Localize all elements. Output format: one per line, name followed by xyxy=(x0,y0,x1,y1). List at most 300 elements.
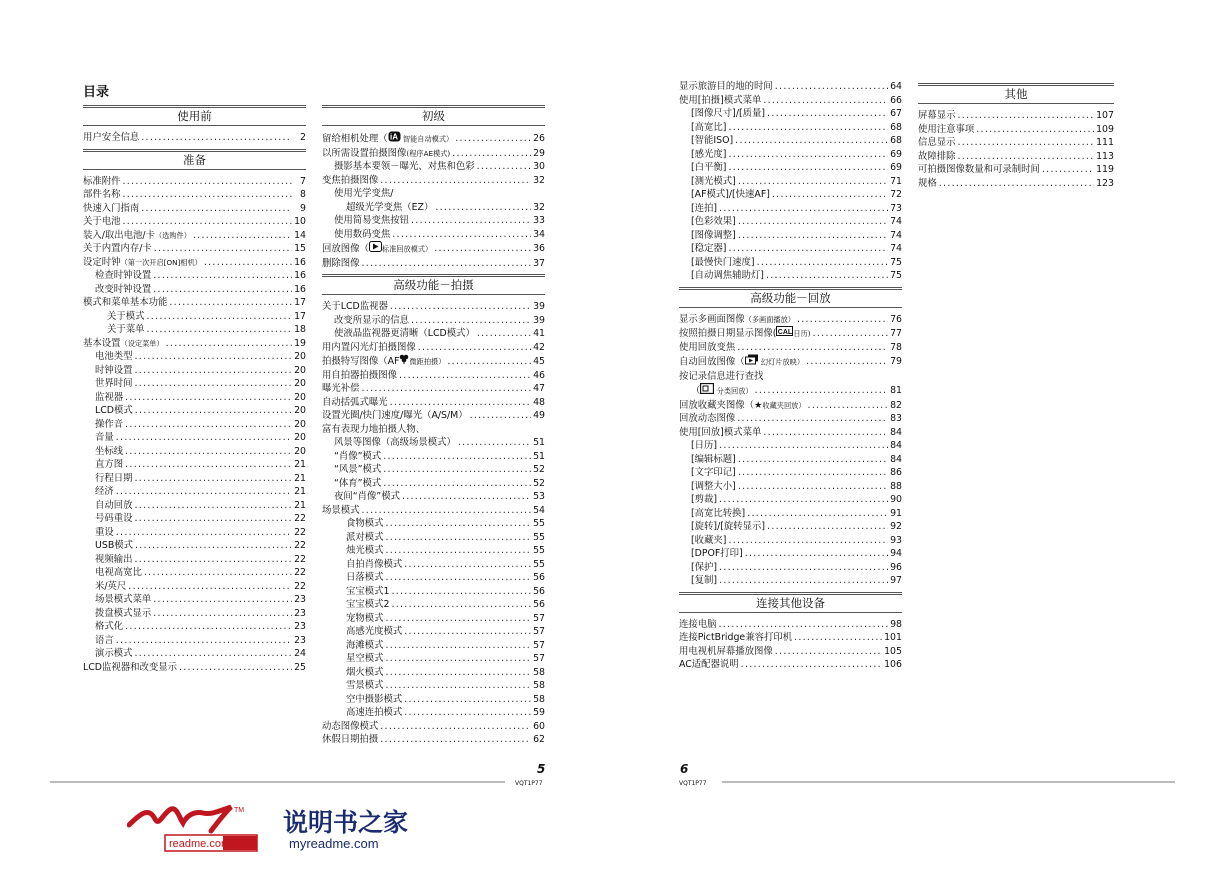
toc-entry-text: 米/英尺 xyxy=(95,580,127,592)
toc-entry[interactable] xyxy=(679,412,902,426)
toc-entry-label xyxy=(691,574,717,588)
toc-entry[interactable] xyxy=(83,593,306,607)
toc-entry[interactable] xyxy=(322,382,545,396)
leader-dots xyxy=(797,313,888,327)
toc-entry[interactable] xyxy=(322,612,545,626)
toc-entry-text: 改变时钟设置 xyxy=(95,283,152,295)
toc-entry-label xyxy=(322,504,360,518)
toc-entry-label xyxy=(691,480,736,494)
toc-entry[interactable] xyxy=(679,94,902,108)
toc-entry[interactable] xyxy=(679,313,902,327)
toc-entry-text: 风景等图像（高级场景模式） xyxy=(334,437,456,448)
toc-entry[interactable] xyxy=(322,517,545,531)
toc-entry[interactable] xyxy=(83,202,306,216)
toc-entry-text: “体育”模式 xyxy=(334,477,382,489)
toc-entry[interactable] xyxy=(83,499,306,513)
toc-entry[interactable] xyxy=(83,526,306,540)
leader-dots xyxy=(738,466,888,480)
toc-entry[interactable] xyxy=(322,341,545,355)
toc-entry[interactable] xyxy=(322,241,545,257)
leader-dots xyxy=(728,121,888,135)
leader-dots xyxy=(813,327,888,341)
watermark-url: myreadme.com xyxy=(289,836,379,851)
toc-entry[interactable] xyxy=(322,327,545,341)
toc-entry-label xyxy=(346,558,402,572)
toc-entry-note: (程序AE模式) xyxy=(406,148,451,158)
toc-entry[interactable] xyxy=(83,323,306,337)
toc-entry-text: LCD模式 xyxy=(95,405,133,416)
toc-entry[interactable] xyxy=(322,639,545,653)
toc-entry-text: [自动调焦辅助灯] xyxy=(691,270,764,281)
toc-entry[interactable] xyxy=(83,350,306,364)
leader-dots xyxy=(411,214,531,228)
toc-entry-label xyxy=(679,370,763,384)
toc-entry[interactable] xyxy=(679,658,902,672)
toc-entry[interactable] xyxy=(83,269,306,283)
toc-entry[interactable] xyxy=(322,300,545,314)
toc-entry-label xyxy=(95,526,114,540)
toc-entry[interactable] xyxy=(322,625,545,639)
toc-entry-text: 连接电脑 xyxy=(679,618,717,630)
toc-entry[interactable] xyxy=(322,598,545,612)
toc-entry[interactable] xyxy=(679,121,902,135)
leader-dots xyxy=(392,228,531,242)
toc-entry-label xyxy=(95,607,151,621)
leader-dots xyxy=(380,733,531,747)
toc-entry-text: 号码重设 xyxy=(95,513,133,524)
toc-entry[interactable] xyxy=(322,174,545,188)
toc-entry[interactable] xyxy=(679,148,902,162)
toc-page-number: 16 xyxy=(294,283,306,295)
toc-entry[interactable] xyxy=(679,547,902,561)
toc-entry-label xyxy=(691,534,726,548)
toc-entry-text: 食物模式 xyxy=(346,518,384,529)
toc-entry-text: 摄影基本要领－曝光、对焦和色彩 xyxy=(334,161,475,172)
leader-dots xyxy=(123,188,292,202)
toc-entry-label xyxy=(83,188,121,202)
toc-page-number: 58 xyxy=(533,693,545,705)
toc-entry-label xyxy=(107,323,145,337)
toc-page-number: 20 xyxy=(294,378,306,389)
toc-entry[interactable] xyxy=(322,585,545,599)
toc-entry-label xyxy=(83,175,121,189)
toc-entry-label xyxy=(95,647,133,661)
toc-entry-text: 故障排除 xyxy=(918,150,956,162)
toc-entry[interactable] xyxy=(918,177,1114,191)
toc-entry[interactable] xyxy=(83,661,306,675)
leader-dots xyxy=(719,202,888,216)
section-header: 高级功能－回放 xyxy=(679,287,902,308)
toc-entry[interactable] xyxy=(679,399,902,413)
toc-entry-text: 场景模式菜单 xyxy=(95,594,152,605)
toc-entry[interactable] xyxy=(679,256,902,270)
toc-entry[interactable] xyxy=(679,326,902,341)
toc-entry-text: LCD监视器和改变显示 xyxy=(83,661,177,673)
toc-entry[interactable] xyxy=(83,175,306,189)
toc-entry-text: 自动回放图像（ xyxy=(679,356,745,368)
toc-entry[interactable] xyxy=(83,131,306,145)
toc-entry[interactable] xyxy=(83,242,306,256)
toc-entry[interactable] xyxy=(679,354,902,370)
toc-page-number: 24 xyxy=(294,648,306,659)
toc-entry[interactable] xyxy=(322,450,545,464)
toc-entry[interactable] xyxy=(918,163,1114,177)
toc-entry-label xyxy=(346,612,384,626)
toc-entry[interactable] xyxy=(83,566,306,580)
toc-page-number: 9 xyxy=(300,202,306,214)
leader-dots xyxy=(775,645,882,659)
toc-entry-label xyxy=(346,531,384,545)
page-code-right: VQT1P77 xyxy=(679,780,707,787)
leader-dots xyxy=(386,531,531,545)
toc-entry[interactable] xyxy=(322,436,545,450)
toc-entry[interactable] xyxy=(322,160,545,174)
toc-page-number: 78 xyxy=(890,341,902,353)
toc-entry[interactable] xyxy=(83,215,306,229)
toc-entry-text: 重设 xyxy=(95,526,114,538)
toc-entry[interactable] xyxy=(83,229,306,243)
toc-entry-text: 动态图像模式 xyxy=(322,720,379,732)
toc-entry[interactable] xyxy=(679,188,902,202)
toc-entry[interactable] xyxy=(679,229,902,243)
toc-entry[interactable] xyxy=(322,531,545,545)
toc-entry[interactable] xyxy=(83,634,306,648)
toc-entry-label xyxy=(691,466,736,480)
leader-dots xyxy=(116,526,292,540)
leader-dots xyxy=(735,134,888,148)
toc-entry[interactable] xyxy=(322,490,545,504)
toc-entry[interactable] xyxy=(83,431,306,445)
toc-entry[interactable] xyxy=(83,296,306,310)
toc-page-number: 123 xyxy=(1096,177,1114,189)
toc-entry-text: 关于模式 xyxy=(107,310,145,322)
toc-entry-text: 使用[回放]模式菜单 xyxy=(679,426,762,438)
toc-page-number: 22 xyxy=(294,580,306,592)
toc-entry-text: 派对模式 xyxy=(346,531,384,543)
toc-entry[interactable] xyxy=(322,314,545,328)
toc-entry[interactable] xyxy=(679,175,902,189)
toc-entry-label xyxy=(918,123,974,137)
page-number-left: 5 xyxy=(537,762,546,776)
toc-entry[interactable] xyxy=(679,645,902,659)
leader-dots xyxy=(135,553,292,567)
toc-entry-label xyxy=(691,175,736,189)
toc-column-4 xyxy=(918,79,1114,190)
toc-entry[interactable] xyxy=(83,472,306,486)
toc-entry[interactable] xyxy=(679,520,902,534)
leader-dots xyxy=(939,177,1094,191)
toc-entry-label xyxy=(95,391,123,405)
toc-page-number: 113 xyxy=(1096,150,1114,162)
toc-page-number: 20 xyxy=(294,445,306,457)
slideshow-icon xyxy=(745,354,759,370)
leader-dots xyxy=(738,453,888,467)
toc-entry-text: [测光模式] xyxy=(691,175,736,187)
toc-entry[interactable] xyxy=(679,383,902,399)
toc-page-number: 101 xyxy=(884,632,902,643)
leader-dots xyxy=(772,188,888,202)
toc-entry-text: 使用简易变焦按钮 xyxy=(334,215,410,226)
toc-entry[interactable] xyxy=(83,337,306,351)
toc-entry[interactable] xyxy=(83,445,306,459)
toc-entry[interactable] xyxy=(83,256,306,270)
leader-dots xyxy=(141,131,292,145)
badge-text: readme.com xyxy=(169,838,231,850)
toc-entry[interactable] xyxy=(679,439,902,453)
toc-entry[interactable] xyxy=(322,354,545,369)
toc-entry-text: 关于电池 xyxy=(83,216,121,227)
toc-entry[interactable] xyxy=(322,369,545,383)
toc-entry[interactable] xyxy=(83,458,306,472)
toc-entry[interactable] xyxy=(679,269,902,283)
toc-entry[interactable] xyxy=(83,404,306,418)
toc-page-number: 52 xyxy=(533,477,545,489)
toc-page-number: 68 xyxy=(890,121,902,133)
leader-dots xyxy=(116,431,292,445)
toc-entry[interactable] xyxy=(322,571,545,585)
toc-entry[interactable] xyxy=(679,202,902,216)
leader-dots xyxy=(135,377,292,391)
toc-entry-text: 空中摄影模式 xyxy=(346,693,403,705)
toc-entry[interactable] xyxy=(322,228,545,242)
toc-entry[interactable] xyxy=(83,283,306,297)
toc-entry-label xyxy=(334,463,381,477)
toc-entry-text: 宠物模式 xyxy=(346,612,384,624)
toc-entry-label xyxy=(83,661,177,675)
toc-entry[interactable] xyxy=(918,150,1114,164)
toc-entry[interactable] xyxy=(322,201,545,215)
toc-entry[interactable] xyxy=(322,147,545,161)
toc-entry[interactable] xyxy=(322,409,545,423)
toc-entry[interactable] xyxy=(83,620,306,634)
toc-entry[interactable] xyxy=(679,426,902,440)
toc-entry[interactable] xyxy=(322,477,545,491)
toc-entry-text: 宝宝模式2 xyxy=(346,599,390,610)
toc-page-number: 20 xyxy=(294,351,306,362)
toc-entry-text: “肖像”模式 xyxy=(334,450,382,462)
toc-entry-label xyxy=(691,202,717,216)
toc-entry[interactable] xyxy=(322,131,545,147)
toc-entry[interactable] xyxy=(322,257,545,271)
toc-entry[interactable] xyxy=(322,652,545,666)
toc-entry-text: 高感光度模式 xyxy=(346,626,403,637)
toc-page-number: 92 xyxy=(890,521,902,532)
toc-entry-note: （设定菜单） xyxy=(120,338,164,348)
toc-entry-text: 监视器 xyxy=(95,391,124,403)
toc-page-number: 39 xyxy=(533,314,545,326)
toc-entry-label xyxy=(334,327,475,341)
toc-entry-text: 屏幕显示 xyxy=(918,110,956,121)
toc-page-number: 84 xyxy=(890,440,902,451)
toc-entry-text: 超级光学变焦（EZ） xyxy=(346,201,434,213)
toc-entry-text: [收藏夹] xyxy=(691,534,727,546)
toc-page-number: 30 xyxy=(533,161,545,172)
toc-entry[interactable] xyxy=(679,631,902,645)
toc-entry[interactable] xyxy=(679,341,902,355)
toc-entry[interactable] xyxy=(679,466,902,480)
toc-entry[interactable] xyxy=(322,396,545,410)
toc-page-number: 94 xyxy=(890,548,902,559)
toc-entry[interactable] xyxy=(322,558,545,572)
toc-entry[interactable] xyxy=(83,607,306,621)
toc-entry[interactable] xyxy=(322,733,545,747)
toc-entry-label xyxy=(679,658,739,672)
leader-dots xyxy=(745,547,888,561)
toc-entry[interactable] xyxy=(322,693,545,707)
toc-entry-label xyxy=(334,214,409,228)
toc-page-number: 51 xyxy=(533,437,545,448)
leader-dots xyxy=(719,493,888,507)
toc-entry-text: 基本设置 xyxy=(83,337,121,349)
leader-dots xyxy=(147,323,292,337)
toc-entry[interactable] xyxy=(322,187,545,201)
toc-entry[interactable] xyxy=(918,136,1114,150)
toc-entry-text: 回放收藏夹图像（★ xyxy=(679,399,763,411)
toc-entry-label xyxy=(691,215,736,229)
toc-page-number: 57 xyxy=(533,639,545,651)
toc-entry-text: 曝光补偿 xyxy=(322,383,360,394)
toc-page-number: 57 xyxy=(533,653,545,664)
toc-entry[interactable] xyxy=(679,453,902,467)
toc-entry-text: [保护] xyxy=(691,561,718,573)
toc-entry[interactable] xyxy=(322,720,545,734)
toc-entry[interactable] xyxy=(679,574,902,588)
toc-entry-label xyxy=(918,136,956,150)
toc-entry[interactable] xyxy=(83,188,306,202)
toc-entry-label xyxy=(679,354,804,370)
toc-entry-label xyxy=(95,620,123,634)
toc-entry[interactable] xyxy=(322,706,545,720)
toc-page-number: 21 xyxy=(294,486,306,497)
toc-entry-label xyxy=(346,517,384,531)
toc-entry-label xyxy=(918,109,956,123)
toc-entry[interactable] xyxy=(322,463,545,477)
toc-page-number: 55 xyxy=(533,531,545,543)
toc-entry-text: 装入/取出电池/卡 xyxy=(83,229,155,241)
toc-entry[interactable] xyxy=(83,580,306,594)
toc-entry[interactable] xyxy=(679,507,902,521)
toc-entry[interactable] xyxy=(679,107,902,121)
toc-entry[interactable] xyxy=(322,214,545,228)
toc-entry-text: 电视高宽比 xyxy=(95,567,142,578)
toc-entry-label xyxy=(322,241,432,257)
toc-entry[interactable] xyxy=(918,123,1114,137)
toc-entry-label xyxy=(322,423,425,437)
toc-entry[interactable] xyxy=(83,418,306,432)
toc-entry[interactable] xyxy=(322,679,545,693)
toc-entry-label xyxy=(679,645,773,659)
toc-entry[interactable] xyxy=(83,553,306,567)
leader-dots xyxy=(135,539,292,553)
toc-entry-text: 拍摄特写图像（AF xyxy=(322,355,400,367)
toc-page-number: 75 xyxy=(890,270,902,281)
leader-dots xyxy=(737,412,888,426)
toc-page-number: 57 xyxy=(533,612,545,624)
toc-entry[interactable] xyxy=(679,493,902,507)
toc-page-number: 60 xyxy=(533,720,545,732)
toc-entry-label xyxy=(95,458,123,472)
leader-dots xyxy=(116,634,292,648)
toc-entry[interactable] xyxy=(83,391,306,405)
toc-entry[interactable] xyxy=(918,109,1114,123)
toc-page-number: 106 xyxy=(884,659,902,670)
leader-dots xyxy=(728,242,888,256)
toc-entry-label xyxy=(95,283,151,297)
toc-entry-text: 删除图像 xyxy=(322,257,360,269)
toc-entry[interactable] xyxy=(679,242,902,256)
toc-entry-text: 改变所显示的信息 xyxy=(334,314,410,326)
toc-entry[interactable] xyxy=(679,370,902,384)
toc-entry[interactable] xyxy=(679,534,902,548)
toc-entry[interactable] xyxy=(679,161,902,175)
toc-entry[interactable] xyxy=(322,666,545,680)
toc-entry[interactable] xyxy=(83,512,306,526)
toc-page-number: 56 xyxy=(533,585,545,597)
toc-entry-note: （第一次开启[ON]相机） xyxy=(120,257,202,267)
toc-entry[interactable] xyxy=(83,377,306,391)
toc-entry[interactable] xyxy=(83,539,306,553)
leader-dots xyxy=(386,639,531,653)
toc-entry-text: 回放动态图像 xyxy=(679,413,736,424)
toc-page-number: 58 xyxy=(533,666,545,678)
page-code-left: VQT1P77 xyxy=(515,780,543,787)
toc-entry-label xyxy=(679,631,792,645)
leader-dots xyxy=(738,229,888,243)
toc-page-number: 20 xyxy=(294,405,306,416)
toc-page-number: 52 xyxy=(533,464,545,475)
toc-entry-label xyxy=(95,499,133,513)
leader-dots xyxy=(404,693,531,707)
toc-page-number: 26 xyxy=(533,133,545,145)
toc-page-number: 77 xyxy=(890,327,902,339)
toc-column-2 xyxy=(322,101,545,747)
toc-entry-text: 检查时钟设置 xyxy=(95,270,152,281)
toc-entry-text: 行程日期 xyxy=(95,472,133,484)
toc-entry[interactable] xyxy=(679,561,902,575)
toc-entry-text: 信息显示 xyxy=(918,137,956,148)
leader-dots xyxy=(135,350,292,364)
toc-entry[interactable] xyxy=(83,647,306,661)
toc-entry[interactable] xyxy=(679,134,902,148)
toc-entry-label xyxy=(346,639,384,653)
toc-page-number: 20 xyxy=(294,418,306,430)
toc-entry-text: [复制] xyxy=(691,575,718,586)
toc-entry-text: 休假日期拍摄 xyxy=(322,734,379,745)
toc-entry-text: 以所需设置拍摄图像 xyxy=(322,147,407,159)
toc-entry[interactable] xyxy=(83,310,306,324)
toc-entry[interactable] xyxy=(679,80,902,94)
toc-entry-label xyxy=(95,418,123,432)
leader-dots xyxy=(386,544,531,558)
toc-entry-text: [编辑标题] xyxy=(691,453,736,465)
leader-dots xyxy=(747,507,888,521)
toc-entry[interactable] xyxy=(322,423,545,437)
toc-page-number: 16 xyxy=(294,270,306,281)
toc-entry-text: 演示模式 xyxy=(95,648,133,659)
toc-entry[interactable] xyxy=(679,480,902,494)
toc-entry-text: 使液晶监视器更清晰（LCD模式） xyxy=(334,328,475,339)
toc-entry[interactable] xyxy=(679,215,902,229)
toc-entry[interactable] xyxy=(679,618,902,632)
toc-entry[interactable] xyxy=(322,504,545,518)
watermark-cn: 说明书之家 xyxy=(283,808,409,837)
toc-page-number: 21 xyxy=(294,499,306,511)
toc-entry[interactable] xyxy=(83,485,306,499)
toc-entry[interactable] xyxy=(322,544,545,558)
toc-entry[interactable] xyxy=(83,364,306,378)
toc-entry-text: 时钟设置 xyxy=(95,364,133,376)
toc-entry-text: [旋转]/[旋转显示] xyxy=(691,521,766,532)
